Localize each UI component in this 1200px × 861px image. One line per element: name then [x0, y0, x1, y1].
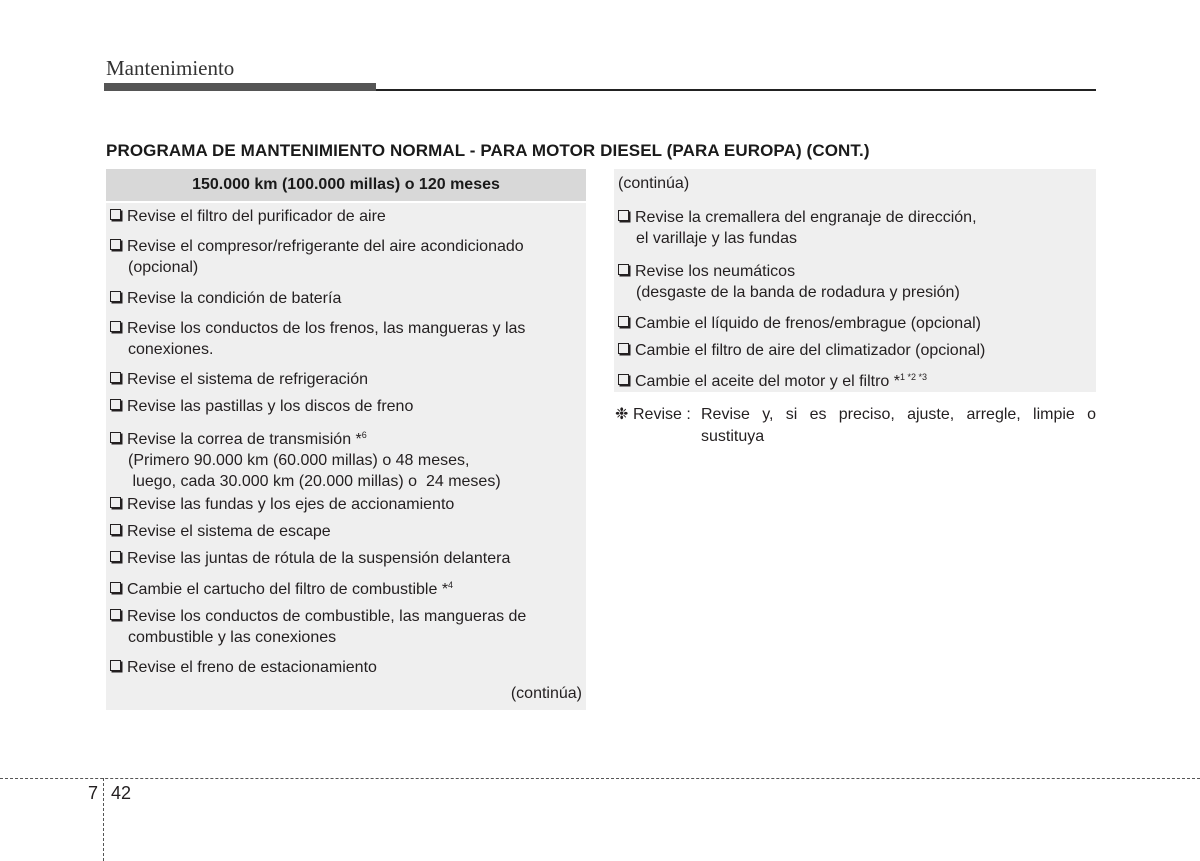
list-item-text: Revise las juntas de rótula de la suspensión delantera [127, 550, 511, 567]
chapter-number: 7 [88, 783, 99, 803]
list-item [618, 261, 960, 303]
list-item [110, 606, 526, 648]
checkbox-icon [618, 316, 629, 327]
list-item-text: Cambie el aceite del motor y el filtro * [635, 373, 900, 390]
list-item-text-cont: (Primero 90.000 km (60.000 millas) o 48 meses, [128, 452, 470, 469]
checkbox-icon [618, 343, 629, 354]
checkbox-icon [110, 432, 121, 443]
checkbox-icon [110, 209, 121, 220]
list-item [110, 494, 454, 515]
section-title: PROGRAMA DE MANTENIMIENTO NORMAL - PARA MOTOR DIESEL (PARA EUROPA) (CONT.) [106, 141, 870, 160]
list-item-text: Revise los conductos de los frenos, las mangueras y las [127, 320, 526, 337]
checkbox-icon [110, 524, 121, 535]
list-item [618, 367, 927, 392]
list-item-text: Revise los conductos de combustible, las mangueras de [127, 608, 527, 625]
legend-footnote [615, 404, 1096, 445]
checkbox-icon [110, 660, 121, 671]
list-item [618, 340, 985, 361]
list-item [110, 575, 453, 600]
footer-divider [0, 778, 1200, 779]
list-item-text-cont: (desgaste de la banda de rodadura y presión) [636, 284, 960, 301]
footnote-marker: 1 *2 *3 [900, 372, 928, 382]
continues-note: (continúa) [510, 685, 582, 702]
checkbox-icon [110, 321, 121, 332]
checkbox-icon [110, 582, 121, 593]
interval-heading: 150.000 km (100.000 millas) o 120 meses [106, 169, 586, 203]
list-item-text: Revise los neumáticos [635, 263, 796, 280]
list-item [618, 313, 981, 334]
list-item-text: Cambie el filtro de aire del climatizador (opcional) [635, 342, 986, 359]
list-item-text-cont: el varillaje y las fundas [636, 230, 797, 247]
checkbox-icon [110, 372, 121, 383]
list-item-text: Revise el freno de estacionamiento [127, 659, 377, 676]
list-item [110, 206, 386, 227]
list-item [618, 207, 977, 249]
list-item [110, 318, 525, 360]
list-item-text: Revise el sistema de refrigeración [127, 371, 368, 388]
footer-vertical-divider [103, 778, 104, 861]
list-item-text-cont: luego, cada 30.000 km (20.000 millas) o 24 meses) [128, 473, 501, 490]
checkbox-icon [618, 264, 629, 275]
page-header-title: Mantenimiento [106, 56, 235, 80]
asterisk-icon: ❉ [615, 406, 629, 423]
list-item [110, 288, 341, 309]
list-item-text-cont: (opcional) [128, 259, 199, 276]
list-item [110, 657, 377, 678]
list-item-text: Revise las pastillas y los discos de freno [127, 398, 414, 415]
footnote-text: Revise y, si es preciso, ajuste, arregle, limpie o sustituya [701, 406, 1096, 445]
footnote-marker: 4 [448, 580, 454, 590]
list-item [110, 236, 524, 278]
list-item-text: Cambie el líquido de frenos/embrague (opcional) [635, 315, 981, 332]
checkbox-icon [110, 291, 121, 302]
list-item-text: Revise el sistema de escape [127, 523, 331, 540]
checkbox-icon [110, 551, 121, 562]
continued-note: (continúa) [618, 175, 690, 192]
list-item-text: Revise las fundas y los ejes de accionamiento [127, 496, 455, 513]
list-item [110, 521, 331, 542]
checkbox-icon [110, 239, 121, 250]
checkbox-icon [110, 609, 121, 620]
list-item-text-cont: conexiones. [128, 341, 214, 358]
checkbox-icon [110, 497, 121, 508]
header-rule-accent [104, 83, 376, 91]
list-item-text: Revise el filtro del purificador de aire [127, 208, 386, 225]
page-number: 42 [111, 783, 132, 803]
checkbox-icon [618, 210, 629, 221]
list-item-text: Revise la cremallera del engranaje de dirección, [635, 209, 977, 226]
list-item [110, 548, 510, 569]
list-item-text-cont: combustible y las conexiones [128, 629, 337, 646]
list-item [110, 425, 501, 492]
footnote-marker: 6 [361, 430, 367, 440]
list-item-text: Revise el compresor/refrigerante del aire acondicionado [127, 238, 524, 255]
list-item [110, 396, 413, 417]
footnote-label: Revise : [633, 406, 691, 423]
list-item-text: Revise la condición de batería [127, 290, 342, 307]
list-item-text: Revise la correa de transmisión * [127, 431, 362, 448]
list-item [110, 369, 368, 390]
list-item-text: Cambie el cartucho del filtro de combustible * [127, 581, 449, 598]
checkbox-icon [110, 399, 121, 410]
checkbox-icon [618, 374, 629, 385]
